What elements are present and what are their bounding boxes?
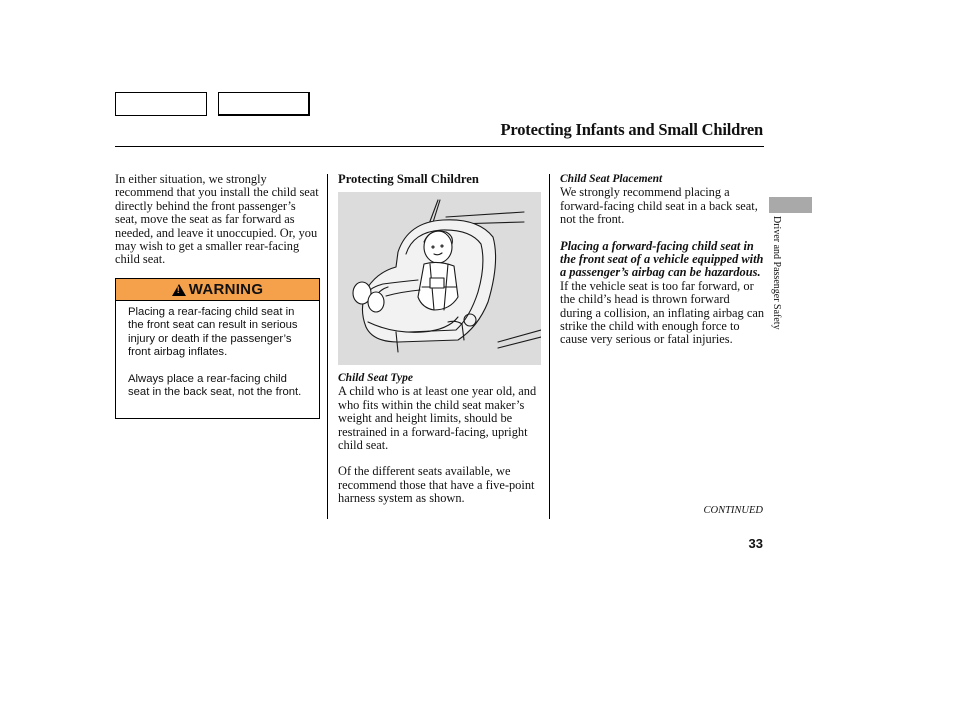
front-seat-warning-text: If the vehicle seat is too far forward, or the child’s head is thrown forward during a collision, an inflating airbag can strike the child with enough force to cause very serious or fatal injuries. <box>560 278 765 347</box>
child-seat-type-paragraph-2: Of the different seats available, we recommend those that have a five-point harness system as shown. <box>338 464 535 506</box>
section-tab <box>769 197 812 213</box>
child-seat-type-heading: Child Seat Type <box>338 372 413 384</box>
warning-paragraph-1: Placing a rear-facing child seat in the front seat can result in serious injury or death if the passenger’s front airbag inflates. <box>128 306 298 359</box>
warning-triangle-icon <box>172 284 186 296</box>
nav-box-left[interactable] <box>115 92 207 116</box>
continued-label: CONTINUED <box>703 505 763 516</box>
column-2 <box>338 173 543 186</box>
column-divider-1 <box>327 174 328 519</box>
child-seat-placement-paragraph: We strongly recommend placing a forward-facing child seat in a back seat, not the front. <box>560 185 758 227</box>
page-title: Protecting Infants and Small Children <box>500 120 763 139</box>
column-1 <box>115 173 320 267</box>
child-in-forward-facing-seat-illustration <box>338 192 541 365</box>
warning-paragraph-2: Always place a rear-facing child seat in the back seat, not the front. <box>128 372 302 399</box>
warning-label: WARNING <box>188 281 264 298</box>
column1-paragraph: In either situation, we strongly recommend that you install the child seat directly behind the front passenger’s seat, move the seat as far forward as needed, and leave it unoccupied. Or, you may wish to get a smaller rear-facing child seat. <box>115 172 319 267</box>
section-heading: Protecting Small Children <box>338 172 479 186</box>
warning-box <box>115 278 320 419</box>
front-seat-warning-emphasis: Placing a forward-facing child seat in the front seat of a vehicle equipped with a passenger’s airbag can be hazardous. <box>560 238 764 280</box>
page-number: 33 <box>748 536 763 551</box>
column-divider-2 <box>549 174 550 519</box>
child-seat-type-paragraph-1: A child who is at least one year old, and who fits within the child seat maker’s weight and height limits, should be restrained in a forward-facing, upright child seat. <box>338 384 537 453</box>
title-rule <box>115 146 764 147</box>
child-seat-placement-heading: Child Seat Placement <box>560 173 663 185</box>
section-side-label: Driver and Passenger Safety <box>771 216 782 330</box>
column-3 <box>560 173 765 347</box>
child-seat-drawing <box>338 192 541 365</box>
nav-box-right[interactable] <box>218 92 310 116</box>
warning-header <box>116 279 319 301</box>
column-2-lower <box>338 372 543 506</box>
front-seat-warning-paragraph <box>560 240 765 347</box>
